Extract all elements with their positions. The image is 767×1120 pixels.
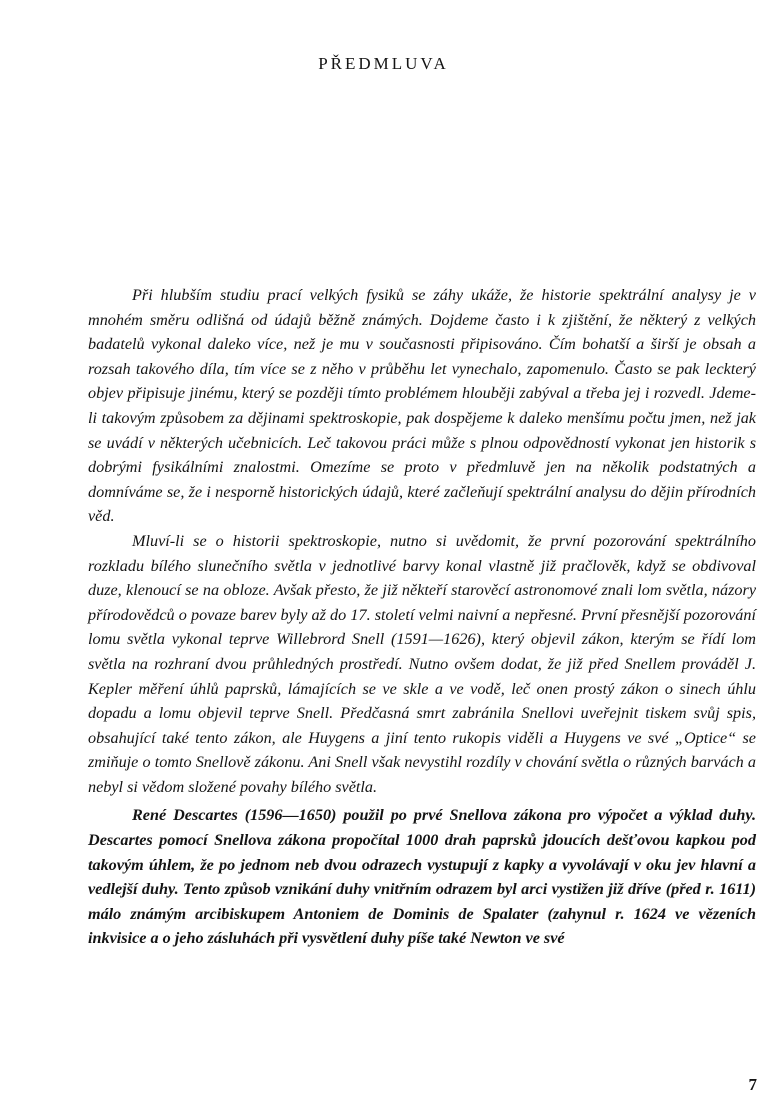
paragraph-1: Při hlubším studiu prací velkých fysiků se záhy ukáže, že historie spektrální analysy je v mnohém směru odlišná od údajů běžně známých. Dojdeme často i k zjištění, že některý z velkých badatelů vykonal daleko více, než je mu v současnosti připisováno. Čím bohatší a širší je obsah a rozsah takového díla, tím více se z něho v průběhu let vynechalo, zapomenulo. Často se pak leckterý objev připisuje jinému, který se později tímto problémem hlouběji zabýval a třeba jej i rozvedl. Jdeme-li takovým způsobem za dějinami spektroskopie, pak dospějeme k daleko menšímu počtu jmen, než jak se uvádí v některých učebnicích. Leč takovou práci může s plnou odpovědností vykonat jen historik s dobrými fysikálními znalostmi. Omezíme se proto v předmluvě jen na několik podstatných a domníváme se, že i nesporně historických údajů, které začleňují spektrální analysu do dějin přírodních věd. <box>88 286 756 526</box>
paragraph-3: René Descartes (1596—1650) použil po prvé Snellova zákona pro výpočet a výklad duhy. Descartes pomocí Snellova zákona propočítal 1000 drah paprsků jdoucích dešťovou kapkou pod takovým úhlem, že po jednom neb dvou odrazech vystupují z kapky a vyvolávají v oku jev hlavní a vedlejší duhy. Tento způsob vznikání duhy vnitřním odrazem byl arci vystižen již dříve (před r. 1611) málo známým arcibiskupem Antoniem de Dominis de Spalater (zahynul r. 1624 ve vězeních inkvisice a o jeho zásluhách při vysvětlení duhy píše také Newton ve své <box>88 806 756 948</box>
body-text <box>88 283 756 951</box>
page-heading: PŘEDMLUVA <box>318 54 449 73</box>
page-number: 7 <box>748 1075 757 1094</box>
paragraph-2: Mluví-li se o historii spektroskopie, nutno si uvědomit, že první pozorování spektrálního rozkladu bílého slunečního světla v jednotlivé barvy konal vlastně již pračlověk, když se obdivoval duze, klenoucí se na obloze. Avšak přesto, že již někteří starověcí astronomové znali lom světla, názory přírodovědců o povaze barev byly až do 17. století velmi naivní a nepřesné. První přesnější pozorování lomu světla vykonal teprve Willebrord Snell (1591—1626), který objevil zákon, kterým se řídí lom světla na rozhraní dvou průhledných prostředí. Nutno ovšem dodat, že již před Snellem prováděl J. Kepler měření úhlů paprsků, lámajících se ve skle a ve vodě, leč onen prostý zákon o sinech úhlu dopadu a lomu objevil teprve Snell. Předčasná smrt zabránila Snellovi uveřejnit tiskem svůj spis, obsahující také tento zákon, ale Huygens a jiní tento rukopis viděli a Huygens ve své „Optice“ se zmiňuje o tomto Snellově zákonu. Ani Snell však nevystihl rozdíly v chování světla o různých barvách a nebyl si vědom složené povahy bílého světla. <box>88 531 756 796</box>
